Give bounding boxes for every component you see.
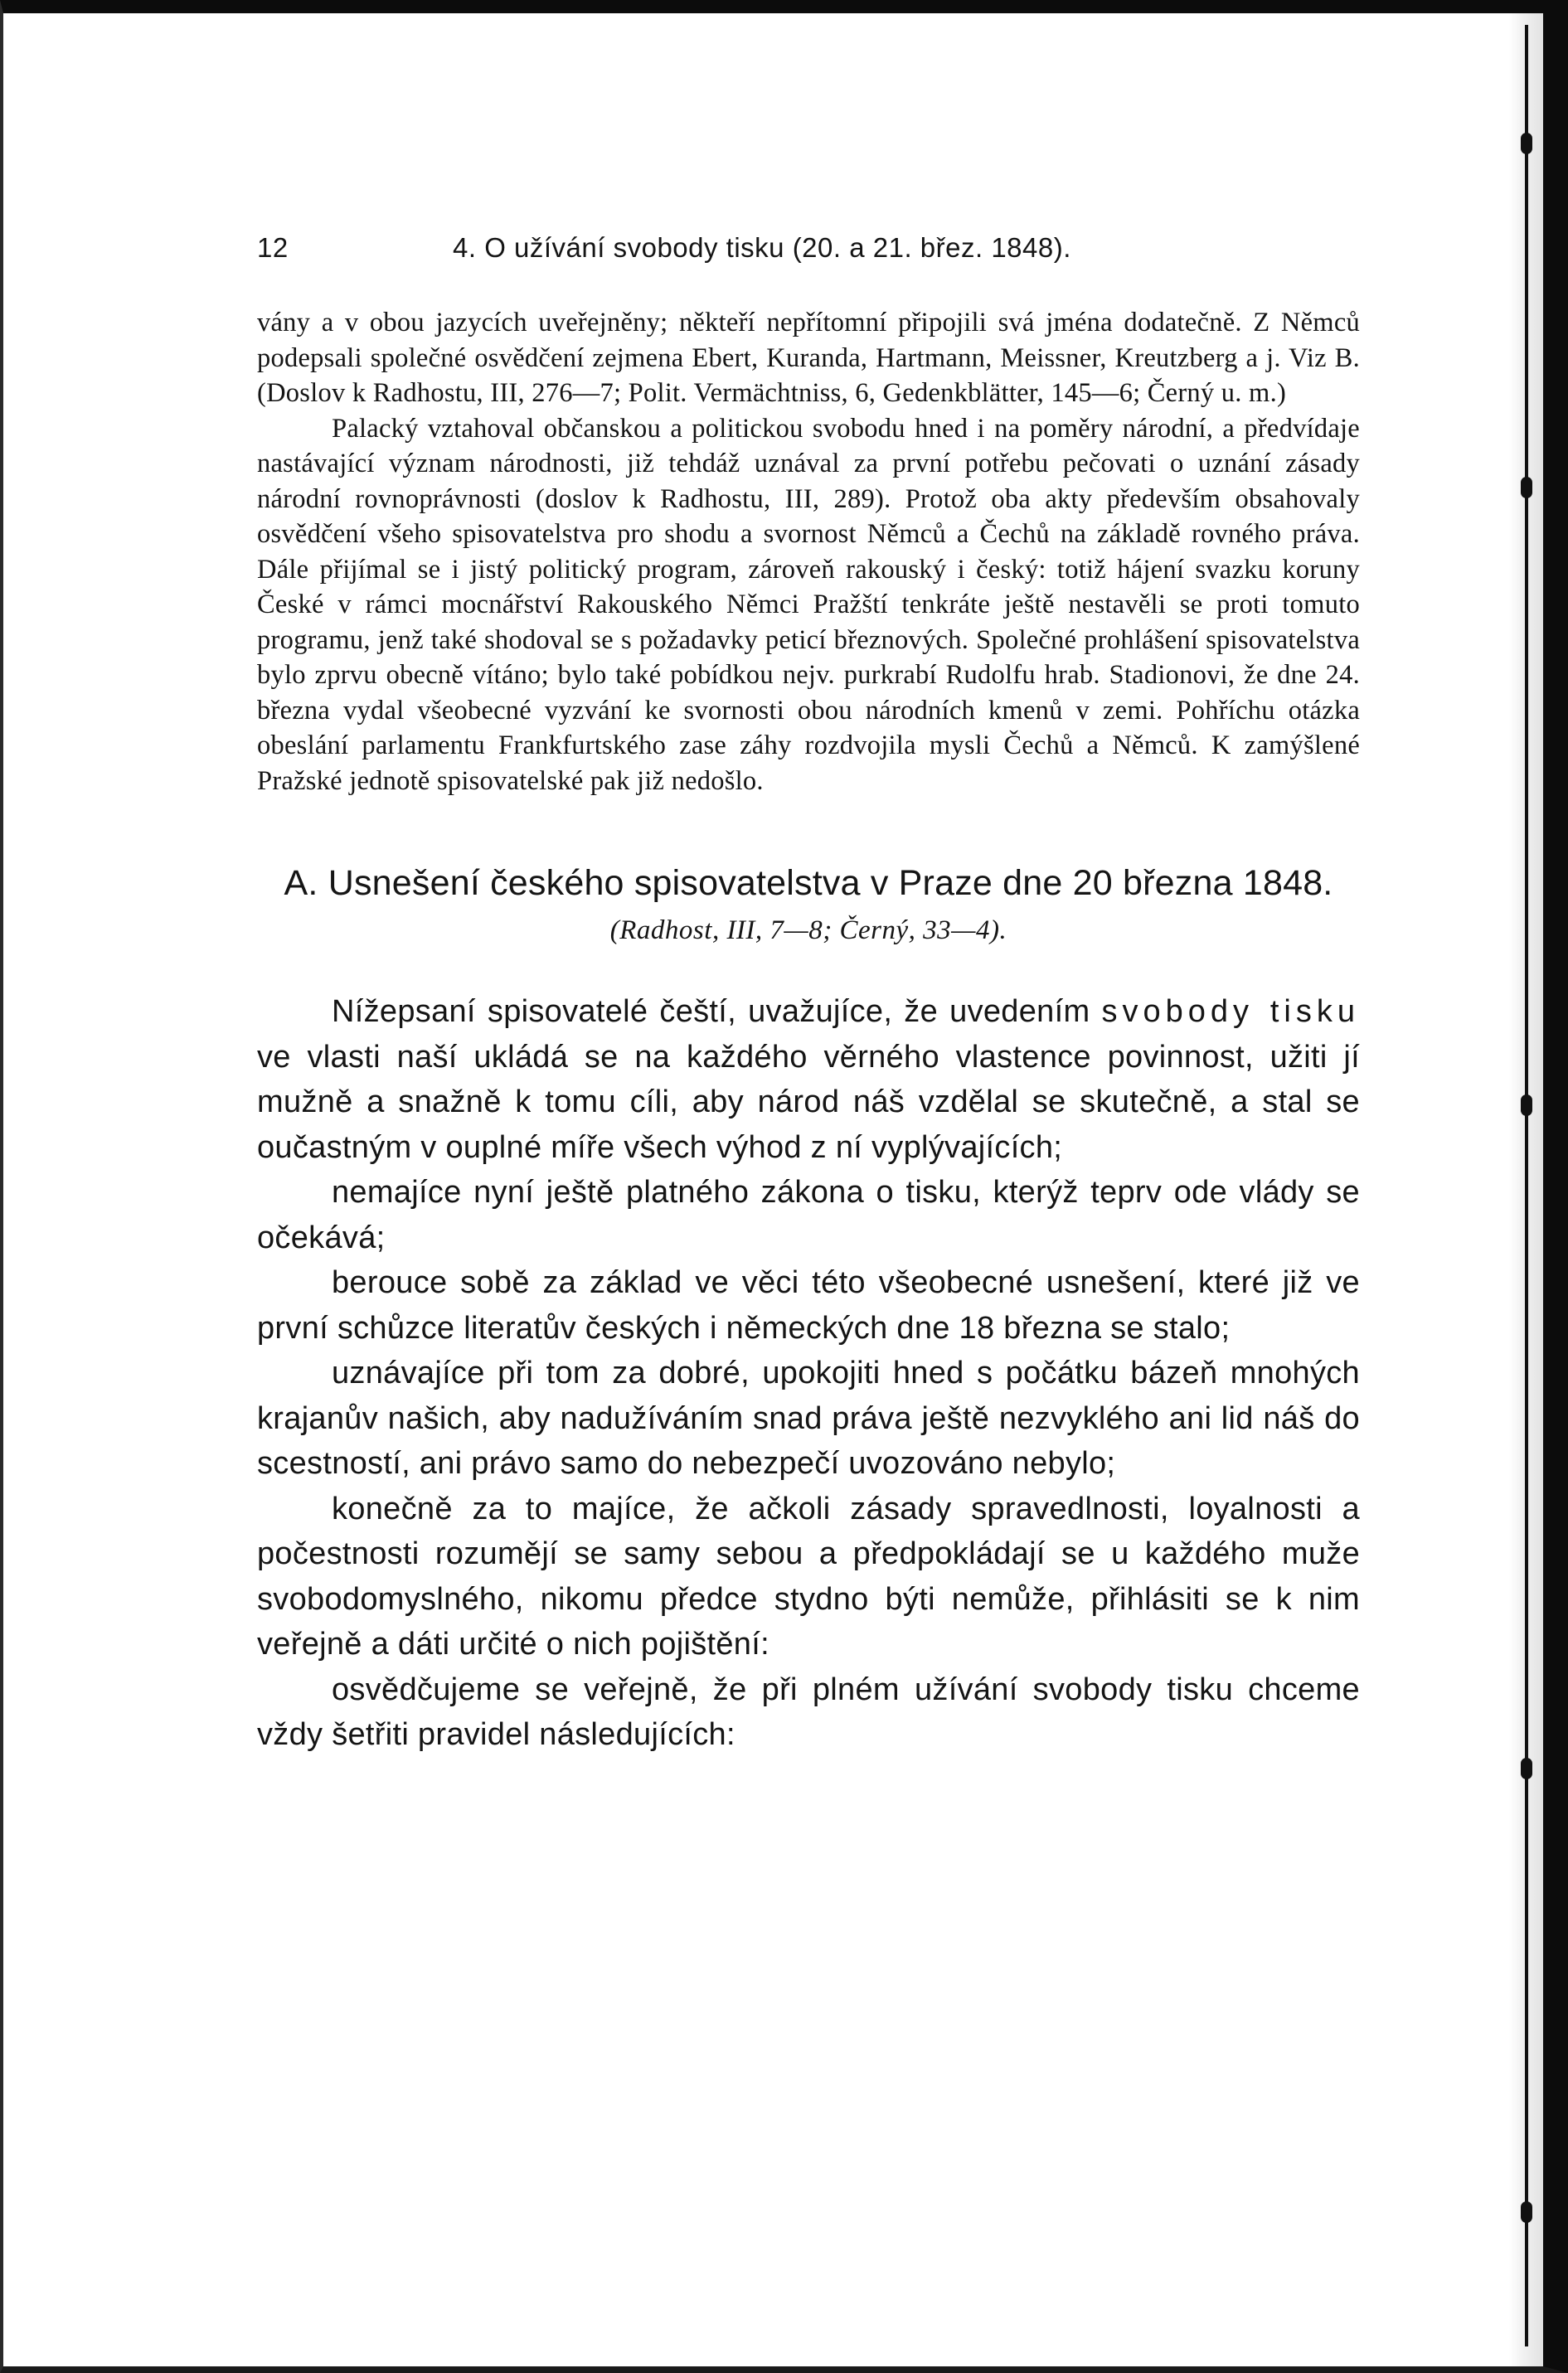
intro-paragraph: Palacký vztahoval občanskou a politickou svobodu hned i na poměry národní, a předvídaje nastávající význam národnosti, již tehdáž uznával za první potřebu pečovati o uznání zásady národní rovnoprávnosti (doslov k Radhostu, III, 289). Protož oba akty především obsahovaly osvědčení všeho spisovatelstva pro shodu a svornost Němců a Čechů na základě rovného práva. Dále přijímal se i jistý politický program, zároveň rakouský i český: totiž hájení svazku koruny České v rámci mocnářství Rakouského Němci Pražští tenkráte ještě nestavěli se proti tomuto programu, jenž také shodoval se s požadavky peticí březnových. Společné prohlášení spisovatelstva bylo zprvu obecně vítáno; bylo také pobídkou nejv. purkrabí Rudolfu hrab. Stadionovi, že dne 24. března vydal všeobecné vyzvání ke svornosti obou národních kmenů v zemi. Pohříchu otázka obeslání parlamentu Frankfurtského zase záhy rozdvojila mysli Čechů a Němců. K zamýšlené Pražské jednotě spisovatelské pak již nedošlo.: [257, 413, 1360, 796]
book-page: [257, 232, 1360, 1758]
section-source: (Radhost, III, 7—8; Černý, 33—4).: [609, 915, 1007, 945]
running-head-title: 4. O užívání svobody tisku (20. a 21. břez. 1848).: [453, 232, 1071, 263]
edge-mark: [1521, 1094, 1532, 1116]
resolution-paragraph: nemajíce nyní ještě platného zákona o tisku, kterýž teprv ode vlády se očekává;: [257, 1175, 1360, 1255]
resolution-paragraph: konečně za to majíce, že ačkoli zásady spravedlnosti, loyalnosti a počestnosti rozumějí se samy sebou a předpokládají se u každého muže svobodomyslného, nikomu předce stydno býti nemůže, přihlásiti se k nim veřejně a dáti určité o nich pojištění:: [257, 1491, 1360, 1662]
resolution-text: [257, 989, 1360, 1758]
intro-notes: [257, 305, 1360, 798]
section-heading: A. Usnešení českého spisovatelstva v Praze dne 20 března 1848.: [284, 863, 1333, 903]
resolution-paragraph: uznávajíce při tom za dobré, upokojiti hned s počátku bázeň mnohých krajanův našich, aby nadužíváním snad práva ještě nezvyklého ani lid náš do scestností, ani právo samo do nebezpečí uvozováno nebylo;: [257, 1356, 1360, 1481]
resolution-text-run: Nížepsaní spisovatelé čeští, uvažujíce, že uvedením: [332, 994, 1102, 1029]
emphasized-phrase: svobody tisku: [1101, 994, 1360, 1029]
resolution-paragraph: osvědčujeme se veřejně, že při plném užívání svobody tisku chceme vždy šetřiti pravidel následujících:: [257, 1672, 1360, 1752]
edge-mark: [1521, 477, 1532, 498]
resolution-text-run: ve vlasti naší ukládá se na každého věrného vlastence povinnost, užiti jí mužně a snažně k tomu cíli, aby národ náš vzdělal se skutečně, a stal se oučastným v ouplné míře všech výhod z ní vyplývajících;: [257, 1039, 1360, 1165]
running-head: [257, 232, 1360, 274]
edge-mark: [1521, 1758, 1532, 1779]
page-number: 12: [257, 232, 289, 263]
resolution-paragraph: [257, 989, 1360, 1170]
edge-mark: [1521, 133, 1532, 154]
page-edge-line: [1525, 25, 1528, 2346]
intro-paragraph: vány a v obou jazycích uveřejněny; někteří nepřítomní připojili svá jména dodatečně. Z Němců podepsali společné osvědčení zejmena Ebert, Kuranda, Hartmann, Meissner, Kreutzberg a j. Viz B. (Doslov k Radhostu, III, 276—7; Polit. Vermächtniss, 6, Gedenkblätter, 145—6; Černý u. m.): [257, 308, 1360, 408]
resolution-paragraph: berouce sobě za základ ve věci této všeobecné usnešení, které již ve první schůzce literatův českých i německých dne 18 března se stalo;: [257, 1265, 1360, 1346]
edge-mark: [1521, 2201, 1532, 2223]
